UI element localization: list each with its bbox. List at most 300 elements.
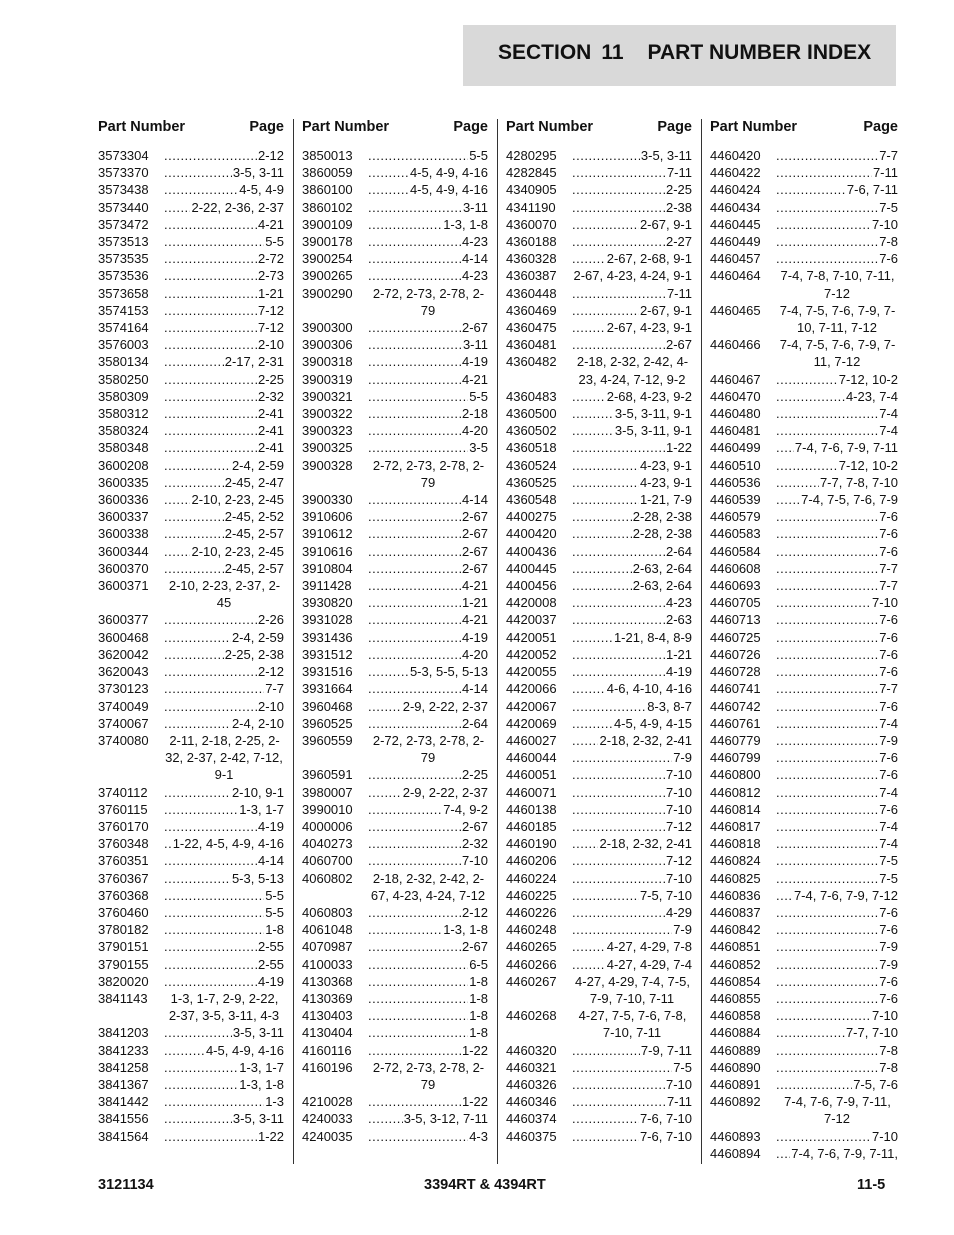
page-reference: 7-8: [879, 1059, 898, 1075]
index-entry: [710, 973, 898, 990]
dot-leader: [164, 336, 257, 353]
page-reference: 7-7: [879, 560, 898, 576]
index-entry: [98, 870, 284, 887]
part-number: 4460894: [710, 1145, 761, 1161]
page-reference: 4-27, 4-29, 7-4, 7-5, 7-9, 7-10, 7-11: [575, 973, 690, 1006]
page-reference: 2-12: [257, 664, 284, 680]
part-number: 3573438: [98, 182, 149, 198]
index-entry: [98, 457, 284, 474]
index-entry: [506, 147, 692, 164]
page-reference: 3-5, 3-11: [232, 165, 284, 181]
dot-leader: [572, 147, 640, 164]
index-entry: [710, 525, 898, 542]
part-number: 4460800: [710, 767, 761, 783]
page-reference: 7-5, 7-6: [853, 1076, 898, 1092]
dot-leader: [368, 577, 461, 594]
dot-leader: [164, 388, 257, 405]
index-entry: [506, 1128, 692, 1145]
part-number: 3980007: [302, 784, 353, 800]
index-column-4: [710, 119, 898, 1162]
dot-leader: [164, 680, 264, 697]
part-number: 3900328: [302, 457, 353, 473]
part-number: 4340905: [506, 182, 557, 198]
index-entry: [302, 1093, 488, 1110]
page-reference: 2-67: [461, 939, 488, 955]
dot-leader: [164, 302, 257, 319]
dot-leader: [776, 1042, 878, 1059]
index-entry: [710, 216, 898, 233]
dot-leader: [776, 921, 878, 938]
dot-leader: [368, 1024, 468, 1041]
page-reference: 4-21: [461, 612, 488, 628]
page-reference: 5-3, 5-13: [231, 870, 284, 886]
part-number: 4460481: [710, 423, 761, 439]
page-reference: 2-4, 2-10: [231, 715, 284, 731]
page-reference: 2-17, 2-31: [224, 354, 284, 370]
part-number: 3740112: [98, 784, 148, 800]
part-number: 3900265: [302, 268, 353, 284]
part-number: 4360469: [506, 302, 557, 318]
index-entry: [98, 887, 284, 904]
part-number: 4060803: [302, 904, 353, 920]
part-number: 3900323: [302, 423, 353, 439]
page-reference: 4-3: [469, 1128, 488, 1144]
dot-leader: [368, 1042, 461, 1059]
dot-leader: [776, 629, 878, 646]
index-entry: [710, 921, 898, 938]
footer-page-number: 11-5: [857, 1177, 886, 1193]
part-number: 3740067: [98, 715, 149, 731]
column-divider: [497, 119, 498, 1164]
index-entry: [506, 319, 692, 336]
dot-leader: [572, 1059, 672, 1076]
page-reference: 7-9: [879, 956, 898, 972]
dot-leader: [368, 491, 461, 508]
dot-leader: [164, 250, 257, 267]
dot-leader: [164, 491, 190, 508]
index-entry: [98, 904, 284, 921]
page-reference: 2-67, 9-1: [639, 216, 692, 232]
index-entry: [710, 439, 898, 456]
dot-leader: [572, 921, 672, 938]
section-label: SECTION: [498, 41, 592, 64]
dot-leader: [164, 267, 257, 284]
page-reference: 2-25: [257, 371, 284, 387]
column-divider: [701, 119, 702, 1164]
page-reference: 4-21: [461, 578, 488, 594]
page-reference: 7-6: [879, 922, 898, 938]
page-reference: 1-21: [257, 285, 284, 301]
part-number: 3780182: [98, 922, 149, 938]
page-reference: 2-64: [461, 715, 488, 731]
page-reference: 7-8: [879, 234, 898, 250]
part-number: 4341190: [506, 199, 556, 215]
page-reference: 3-11: [462, 199, 488, 215]
index-entry: [710, 594, 898, 611]
page-reference: 4-20: [461, 423, 488, 439]
page-reference: 7-6: [879, 646, 898, 662]
part-number: 3930820: [302, 595, 353, 611]
dot-leader: [368, 663, 409, 680]
page-reference: 7-9: [879, 732, 898, 748]
page-reference: 7-10: [871, 595, 898, 611]
dot-leader: [572, 457, 639, 474]
dot-leader: [776, 1007, 871, 1024]
index-entry: [98, 319, 284, 336]
dot-leader: [164, 646, 224, 663]
part-number: 3900306: [302, 337, 353, 353]
dot-leader: [776, 801, 878, 818]
dot-leader: [776, 457, 838, 474]
index-entry: [506, 611, 692, 628]
part-number: 3600338: [98, 526, 149, 542]
dot-leader: [572, 233, 665, 250]
dot-leader: [164, 611, 257, 628]
index-entry: [710, 818, 898, 835]
dot-leader: [368, 405, 461, 422]
dot-leader: [776, 439, 794, 456]
page-reference: 4-23, 9-1: [639, 457, 692, 473]
dot-leader: [572, 801, 665, 818]
index-entry: [302, 921, 488, 938]
part-number: 4160116: [302, 1042, 352, 1058]
part-number: 4460320: [506, 1042, 557, 1058]
page-reference: 3-11: [462, 337, 488, 353]
page-reference: 1-3, 1-8: [443, 922, 488, 938]
page-reference: 2-18: [461, 406, 488, 422]
part-number: 3760115: [98, 801, 148, 817]
dot-leader: [368, 956, 468, 973]
part-number: 4460225: [506, 887, 557, 903]
index-entry: [710, 663, 898, 680]
part-number: 3620042: [98, 646, 149, 662]
index-entry: [98, 680, 284, 697]
part-number: 4460812: [710, 784, 761, 800]
page-reference: 2-10: [257, 337, 284, 353]
page-reference: 4-5, 4-9: [239, 182, 284, 198]
part-number: 4460818: [710, 836, 761, 852]
part-number: 4420069: [506, 715, 557, 731]
part-number: 4460467: [710, 371, 761, 387]
page-reference: 2-73: [257, 268, 284, 284]
index-entry: [710, 715, 898, 732]
part-number: 3990010: [302, 801, 353, 817]
part-number: 3850013: [302, 148, 353, 163]
page-reference: 7-10: [871, 216, 898, 232]
dot-leader: [776, 1128, 871, 1145]
index-entry: [710, 164, 898, 181]
index-entry: [302, 1042, 488, 1059]
index-entry: [506, 956, 692, 973]
dot-leader: [368, 938, 461, 955]
index-entry: [710, 474, 898, 491]
page-reference: 1-22, 4-5, 4-9, 4-16: [172, 836, 284, 852]
part-number: 4280295: [506, 148, 557, 163]
dot-leader: [368, 835, 461, 852]
index-entry: [710, 1128, 898, 1145]
index-entry: [98, 1110, 284, 1127]
dot-leader: [776, 147, 878, 164]
part-number: 3740080: [98, 732, 149, 748]
dot-leader: [164, 715, 231, 732]
part-number: 4360188: [506, 234, 557, 250]
dot-leader: [572, 508, 632, 525]
part-number: 4360500: [506, 406, 557, 422]
index-entry: [302, 715, 488, 732]
page-reference: 7-6, 7-11: [846, 182, 898, 198]
dot-leader: [572, 560, 632, 577]
index-entry: [98, 663, 284, 680]
index-entry: [710, 491, 898, 508]
index-entry: [302, 336, 488, 353]
index-entry: [710, 250, 898, 267]
index-column-2: [302, 119, 488, 1145]
index-entry: [302, 1110, 488, 1127]
part-number: 3900321: [302, 388, 353, 404]
dot-leader: [164, 422, 257, 439]
index-entry: [506, 904, 692, 921]
page-reference: 2-4, 2-59: [231, 457, 284, 473]
index-entry: [506, 715, 692, 732]
index-entry: [302, 646, 488, 663]
part-number: 3580312: [98, 406, 149, 422]
dot-leader: [164, 147, 257, 164]
page-reference: 2-67: [461, 526, 488, 542]
index-entry: [506, 1076, 692, 1093]
index-entry: [710, 267, 898, 301]
page-reference: 2-67, 4-23, 4-24, 9-1: [573, 268, 692, 284]
dot-leader: [164, 904, 264, 921]
part-number: 4420067: [506, 698, 557, 714]
page-reference: 2-67, 4-23, 9-1: [606, 320, 692, 336]
page-reference: 7-6: [879, 904, 898, 920]
index-entry: [506, 663, 692, 680]
page-reference: 4-29: [665, 904, 692, 920]
part-number: 4460374: [506, 1111, 557, 1127]
dot-leader: [164, 371, 257, 388]
page-reference: 7-5, 7-10: [639, 887, 692, 903]
part-number: 4360518: [506, 440, 557, 456]
part-number: 3580134: [98, 354, 149, 370]
index-entry: [710, 1093, 898, 1127]
part-number: 4460851: [710, 939, 761, 955]
index-entry: [710, 646, 898, 663]
dot-leader: [164, 1024, 232, 1041]
part-number: 4460499: [710, 440, 761, 456]
part-number: 4460891: [710, 1076, 761, 1092]
part-number: 4460890: [710, 1059, 761, 1075]
part-number: 4460728: [710, 664, 761, 680]
part-number: 3931516: [302, 664, 353, 680]
dot-leader: [368, 422, 461, 439]
index-entry: [506, 732, 692, 749]
footer-model: 3394RT & 4394RT: [424, 1177, 546, 1193]
index-entry: [98, 422, 284, 439]
page-header: Page: [863, 119, 898, 135]
part-number: 3931436: [302, 629, 353, 645]
part-number: 3860059: [302, 165, 353, 181]
index-entry: [98, 938, 284, 955]
dot-leader: [368, 543, 461, 560]
index-entry: [506, 1110, 692, 1127]
dot-leader: [368, 766, 461, 783]
page-reference: 3-5: [469, 440, 488, 456]
page-reference: 2-41: [257, 440, 284, 456]
index-entry: [506, 1059, 692, 1076]
part-number: 3600468: [98, 629, 149, 645]
part-number: 4460346: [506, 1094, 557, 1110]
part-number: 3760368: [98, 887, 149, 903]
index-entry: [506, 749, 692, 766]
page-reference: 2-55: [257, 939, 284, 955]
dot-leader: [164, 474, 224, 491]
dot-leader: [776, 474, 819, 491]
dot-leader: [776, 1059, 878, 1076]
dot-leader: [368, 611, 461, 628]
part-number: 3573472: [98, 216, 149, 232]
dot-leader: [368, 233, 461, 250]
index-entry: [710, 870, 898, 887]
part-number: 3841203: [98, 1025, 149, 1041]
page-reference: 4-19: [257, 973, 284, 989]
page-reference: 7-7, 7-10: [845, 1025, 898, 1041]
page-reference: 2-4, 2-59: [231, 629, 284, 645]
part-number: 3573535: [98, 251, 149, 267]
dot-leader: [164, 233, 264, 250]
index-entry: [302, 525, 488, 542]
dot-leader: [776, 250, 878, 267]
part-number: 3620043: [98, 664, 149, 680]
page-reference: 7-11: [666, 165, 692, 181]
part-number: 4360502: [506, 423, 557, 439]
section-title: [498, 41, 871, 65]
dot-leader: [572, 594, 665, 611]
dot-leader: [368, 147, 468, 164]
page-reference: 1-22: [461, 1094, 488, 1110]
index-entry: [98, 439, 284, 456]
page-reference: 7-4, 7-6, 7-9, 7-11: [794, 440, 898, 456]
page-reference: 7-4: [879, 715, 898, 731]
dot-leader: [164, 560, 224, 577]
page-header: Page: [453, 119, 488, 135]
index-entry: [302, 1128, 488, 1145]
page-reference: 4-5, 4-9, 4-16: [205, 1042, 284, 1058]
page-reference: 5-5: [469, 148, 488, 163]
dot-leader: [776, 543, 878, 560]
index-entry: [710, 611, 898, 628]
part-number: 3574164: [98, 320, 149, 336]
page-reference: 4-23: [665, 595, 692, 611]
page-reference: 3-5, 3-11, 9-1: [614, 423, 692, 439]
page-reference: 3-5, 3-11, 9-1: [614, 406, 692, 422]
index-entry: [302, 216, 488, 233]
part-number: 3900330: [302, 492, 353, 508]
dot-leader: [368, 1093, 461, 1110]
part-number: 3931664: [302, 681, 353, 697]
index-entry: [710, 1007, 898, 1024]
part-number: 3573536: [98, 268, 149, 284]
part-number: 4400420: [506, 526, 557, 542]
index-entry: [302, 285, 488, 319]
index-entry: [98, 990, 284, 1024]
page-reference: 7-12, 10-2: [838, 371, 898, 387]
part-number: 4460855: [710, 990, 761, 1006]
index-entry: [506, 801, 692, 818]
dot-leader: [572, 250, 606, 267]
part-number: 3841233: [98, 1042, 149, 1058]
part-number: 4460449: [710, 234, 761, 250]
page-reference: 2-72, 2-73, 2-78, 2-79: [372, 1059, 485, 1092]
page-reference: 2-18, 2-32, 2-41: [599, 836, 692, 852]
part-number: 4420008: [506, 595, 557, 611]
part-number: 4160196: [302, 1059, 353, 1075]
index-entry: [710, 956, 898, 973]
page-reference: 4-5, 4-9, 4-16: [409, 182, 488, 198]
index-entry: [506, 267, 692, 284]
page-header: Page: [657, 119, 692, 135]
dot-leader: [368, 646, 461, 663]
part-number: 4460071: [506, 784, 557, 800]
index-entry: [506, 887, 692, 904]
dot-leader: [164, 216, 257, 233]
part-number: 4460741: [710, 681, 761, 697]
part-number: 3576003: [98, 337, 149, 353]
part-number: 4460224: [506, 870, 557, 886]
part-number: 4130368: [302, 973, 353, 989]
column-header: [710, 119, 898, 147]
page-reference: 2-67, 2-68, 9-1: [606, 251, 692, 267]
dot-leader: [572, 887, 639, 904]
dot-leader: [164, 1059, 238, 1076]
index-entry: [506, 199, 692, 216]
part-number: 4460466: [710, 337, 761, 353]
part-number: 4060802: [302, 870, 353, 886]
page-reference: 7-10: [461, 853, 488, 869]
index-entry: [98, 285, 284, 302]
dot-leader: [368, 525, 461, 542]
page-reference: 7-12: [665, 853, 692, 869]
dot-leader: [572, 766, 665, 783]
part-number: 3760351: [98, 853, 149, 869]
page-reference: 7-6: [879, 612, 898, 628]
index-entry: [302, 629, 488, 646]
index-entry: [302, 956, 488, 973]
index-entry: [506, 698, 692, 715]
page-reference: 7-5: [879, 853, 898, 869]
page-reference: 7-6: [879, 973, 898, 989]
part-number: 3600337: [98, 509, 149, 525]
page-reference: 7-4, 7-5, 7-6, 7-9, 7-11, 7-12: [779, 337, 896, 370]
index-entry: [506, 164, 692, 181]
part-number: 3910804: [302, 560, 353, 576]
page-reference: 7-6: [879, 698, 898, 714]
index-entry: [710, 147, 898, 164]
index-entry: [506, 1007, 692, 1041]
page-reference: 7-4, 7-5, 7-6, 7-9: [801, 492, 898, 508]
dot-leader: [164, 1076, 238, 1093]
part-number: 4100033: [302, 956, 353, 972]
part-number: 4360481: [506, 337, 557, 353]
index-entry: [302, 1059, 488, 1093]
index-entry: [710, 938, 898, 955]
page-reference: 7-6, 7-10: [639, 1111, 692, 1127]
page-reference: 4-23: [461, 234, 488, 250]
part-number: 4460893: [710, 1128, 761, 1144]
index-entry: [302, 870, 488, 904]
index-entry: [98, 560, 284, 577]
dot-leader: [776, 766, 878, 783]
dot-leader: [368, 216, 442, 233]
